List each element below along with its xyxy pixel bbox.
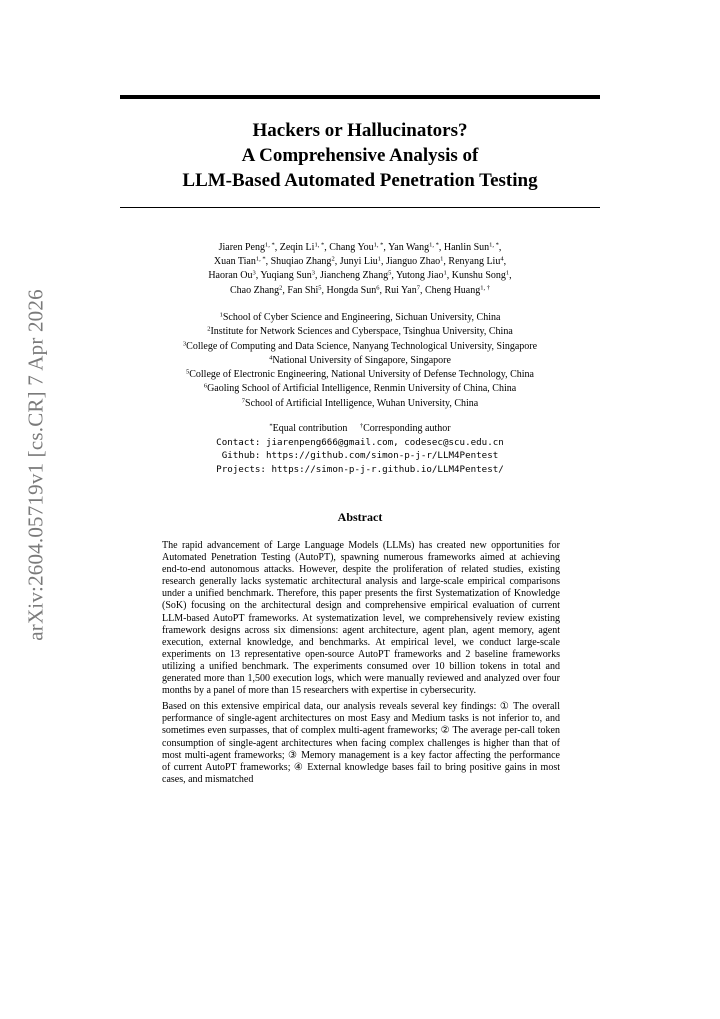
author-list (120, 241, 600, 298)
affiliation-number: 6 (203, 382, 208, 390)
author-affiliation-mark: 4 (500, 255, 504, 263)
author-separator: , (265, 256, 271, 268)
author-separator: , (383, 242, 389, 253)
author-name: Hongda Sun (326, 284, 377, 296)
equal-contribution-mark: * (269, 422, 273, 430)
affiliation-text: National University of Singapore, Singapore (272, 354, 451, 366)
affiliation-number: 1 (219, 311, 223, 319)
author-separator: , (509, 270, 512, 282)
author-separator: , (321, 284, 327, 296)
corresponding-author-text: Corresponding author (363, 423, 451, 434)
author-affiliation-mark: 5 (388, 269, 392, 277)
author-separator: , (419, 284, 425, 296)
author-affiliation-mark: 1, * (429, 241, 439, 249)
author-name: Fan Shi (287, 284, 319, 296)
author-affiliation-mark: 5 (318, 284, 322, 292)
contribution-notes (120, 422, 600, 436)
author-separator: , (438, 242, 444, 253)
author-affiliation-mark: 1 (440, 255, 444, 263)
arxiv-identifier: arXiv:2604.05719v1 [cs.CR] 7 Apr 2026 (23, 289, 48, 641)
author-name: Xuan Tian (213, 256, 256, 268)
affiliation-text: School of Cyber Science and Engineering, Sichuan University, China (222, 312, 501, 323)
author-affiliation-mark: 1, * (373, 241, 384, 249)
author-name: Renyang Liu (448, 256, 501, 268)
author-name: Jiaren Peng (218, 242, 265, 253)
paper-title (120, 118, 600, 193)
title-line-1: Hackers or Hallucinators? (252, 120, 468, 141)
author-name: Cheng Huang (424, 284, 481, 296)
author-affiliation-mark: 6 (376, 284, 380, 292)
author-separator: , (498, 242, 502, 253)
affiliation-number: 3 (182, 340, 187, 348)
author-line (120, 255, 600, 269)
corresponding-author-mark: † (359, 422, 364, 430)
author-separator: , (379, 284, 385, 296)
abstract-paragraph-1: The rapid advancement of Large Language Models (LLMs) has created new opportunities for Automated Penetration Testing (AutoPT), spawning numerous frameworks aimed at achieving end-to-end autonomous attacks. However, despite the proliferation of related studies, existing research generally lacks systematic architectural analysis and large-scale empirical comparisons under a unified benchmark. Therefore, this paper presents the first Systematization of Knowledge (SoK) focusing on the architectural design and comprehensive empirical evaluation of current LLM-based AutoPT frameworks. At systematization level, we comprehensively review existing framework designs across six dimensions: agent architecture, agent plan, agent memory, agent execution, external knowledge, and benchmarks. At empirical level, we conduct large-scale experiments on 13 representative open-source AutoPT frameworks and 2 baseline frameworks utilizing a unified benchmark. The experiments consumed over 10 billion tokens in total and generated more than 1,500 execution logs, which were manually reviewed and analyzed over four months by a panel of more than 15 researchers with expertise in cybersecurity. (162, 540, 560, 697)
author-affiliation-mark: 3 (252, 269, 256, 277)
affiliation-text: College of Computing and Data Science, Nanyang Technological University, Singapore (186, 340, 538, 352)
equal-contribution-text: Equal contribution (272, 423, 348, 434)
title-bottom-rule (120, 207, 600, 208)
affiliation-line (110, 397, 610, 411)
projects-link[interactable]: Projects: https://simon-p-j-r.github.io/LLM4Pentest/ (216, 463, 504, 475)
affiliation-number: 4 (269, 354, 273, 362)
author-name: Yutong Jiao (395, 270, 444, 282)
author-affiliation-mark: 1 (505, 269, 510, 277)
author-affiliation-mark: 1, * (489, 241, 499, 249)
contact-emails[interactable]: Contact: jiarenpeng666@gmail.com, codesec@scu.edu.cn (216, 436, 504, 448)
author-separator: , (334, 256, 340, 268)
author-line (120, 284, 600, 298)
author-separator: , (315, 270, 321, 282)
affiliation-text: Gaoling School of Artificial Intelligence, Renmin University of China, China (207, 383, 517, 395)
author-separator: , (443, 256, 449, 268)
affiliation-line (110, 354, 610, 368)
author-separator: , (503, 256, 507, 268)
author-affiliation-mark: 2 (331, 255, 335, 263)
github-link[interactable]: Github: https://github.com/simon-p-j-r/LLM4Pentest (221, 450, 499, 462)
author-name: Kunshu Song (451, 270, 506, 282)
author-name: Chang You (329, 242, 374, 253)
author-name: Shuqiao Zhang (270, 256, 332, 268)
author-separator: , (274, 242, 280, 253)
author-affiliation-mark: 1, * (255, 255, 266, 263)
author-name: Chao Zhang (229, 284, 280, 296)
author-name: Yan Wang (388, 242, 430, 253)
affiliation-line (110, 340, 610, 354)
contact-block (120, 422, 600, 476)
title-line-2: A Comprehensive Analysis of (241, 145, 479, 166)
affiliation-number: 2 (207, 325, 211, 333)
author-line (120, 241, 600, 255)
title-top-rule (120, 95, 600, 99)
author-separator: , (446, 270, 452, 282)
author-separator: , (324, 242, 330, 253)
affiliation-line (110, 382, 610, 396)
author-line (120, 269, 600, 283)
author-affiliation-mark: 1, * (314, 241, 325, 249)
author-name: Jiancheng Zhang (320, 270, 389, 282)
author-affiliation-mark: 7 (416, 284, 420, 292)
abstract-heading: Abstract (337, 510, 383, 524)
author-separator: , (282, 284, 288, 296)
author-affiliation-mark: 2 (279, 284, 283, 292)
author-name: Rui Yan (384, 284, 417, 296)
author-name: Jianguo Zhao (386, 256, 441, 268)
affiliation-line (110, 311, 610, 325)
affiliation-line (110, 368, 610, 382)
author-affiliation-mark: 3 (311, 269, 316, 277)
affiliation-text: College of Electronic Engineering, National University of Defense Technology, China (189, 369, 534, 381)
author-name: Haoran Ou (208, 270, 253, 282)
author-name: Hanlin Sun (443, 242, 490, 253)
affiliation-line (110, 325, 610, 339)
author-affiliation-mark: 1, * (264, 241, 275, 249)
affiliation-number: 7 (241, 397, 246, 405)
affiliation-text: School of Artificial Intelligence, Wuhan University, China (245, 397, 479, 409)
author-affiliation-mark: 1 (377, 255, 381, 263)
author-affiliation-mark: 1, † (480, 284, 490, 292)
abstract-body (162, 540, 560, 786)
affiliation-number: 5 (185, 368, 190, 376)
affiliation-list (110, 311, 610, 411)
author-separator: , (381, 256, 386, 268)
title-line-3: LLM-Based Automated Penetration Testing (182, 170, 538, 191)
author-name: Junyi Liu (339, 256, 378, 268)
author-name: Zeqin Li (279, 242, 315, 253)
abstract-paragraph-2: Based on this extensive empirical data, our analysis reveals several key findings: ① The overall performance of single-agent architectures on most Easy and Medium tasks is not inferior to, and sometimes even surpasses, that of complex multi-agent frameworks; ② The average per-call token consumption of single-agent architectures when facing complex challenges is higher than that of most multi-agent frameworks; ③ Memory management is a key factor affecting the performance of current AutoPT frameworks; ④ External knowledge bases fail to bring positive gains in most cases, and mismatched (162, 701, 560, 785)
author-separator: , (255, 270, 261, 282)
author-separator: , (391, 270, 396, 282)
author-affiliation-mark: 1 (443, 269, 447, 277)
affiliation-text: Institute for Network Sciences and Cyberspace, Tsinghua University, China (210, 326, 513, 338)
author-name: Yuqiang Sun (260, 270, 312, 282)
